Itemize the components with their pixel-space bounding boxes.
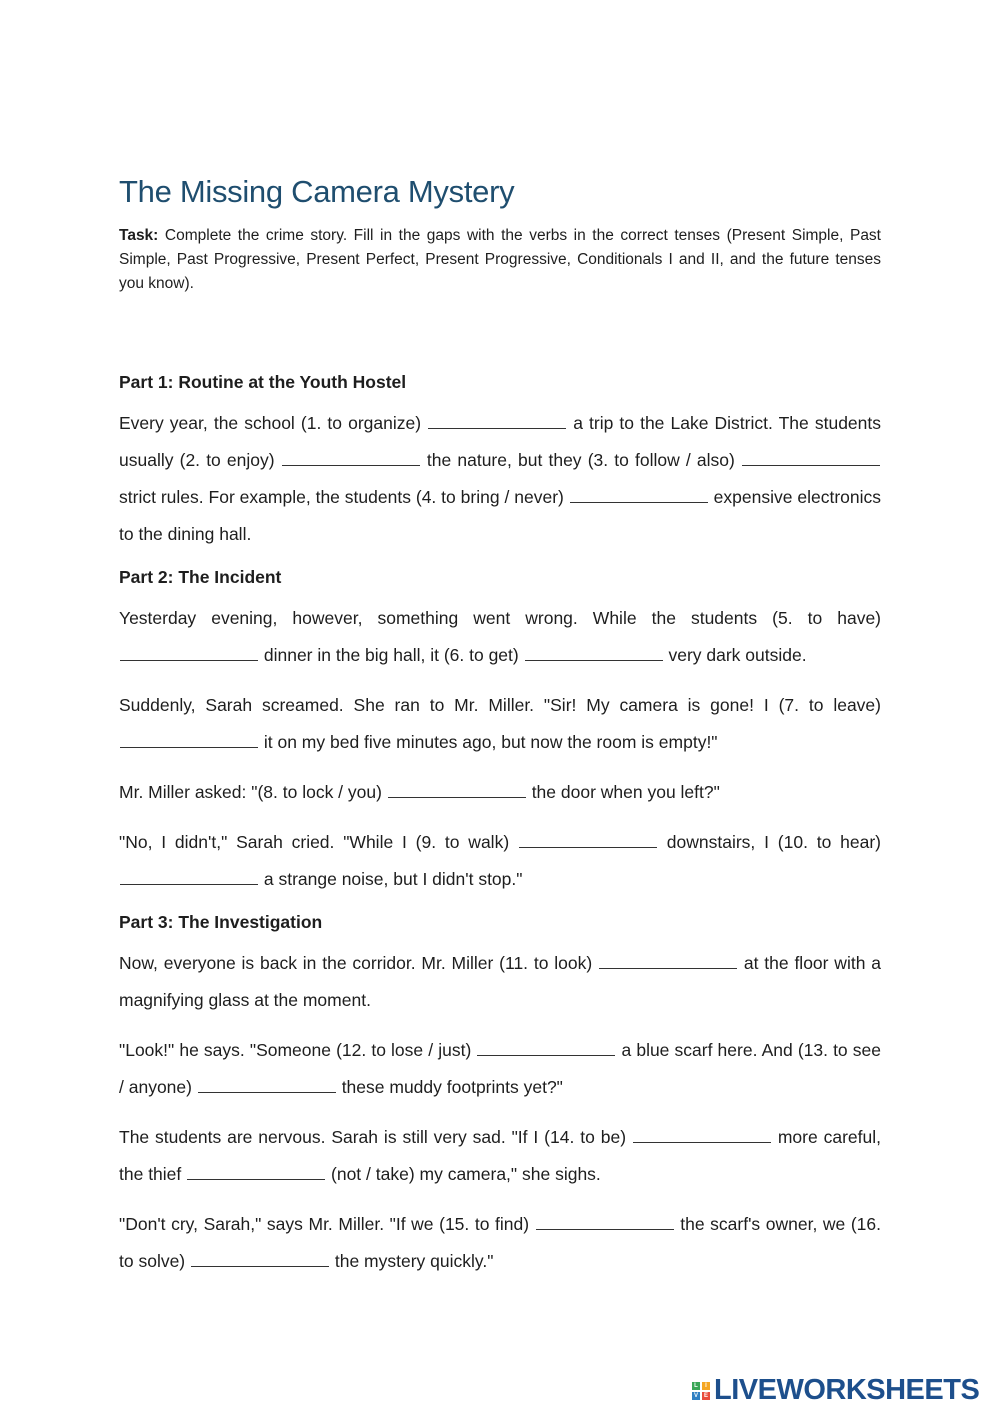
logo-mark-cell: E xyxy=(703,1392,708,1399)
logo-text: LIVEWORKSHEETS xyxy=(714,1374,980,1406)
story-parts xyxy=(119,372,881,1280)
answer-gap[interactable] xyxy=(519,846,657,848)
task-label: Task: xyxy=(119,227,159,244)
story-paragraph xyxy=(119,1032,881,1106)
story-paragraph xyxy=(119,405,881,553)
worksheet xyxy=(119,174,881,1293)
paragraph-text: downstairs, I (10. to hear) xyxy=(657,832,881,852)
answer-gap[interactable] xyxy=(191,1265,329,1267)
paragraph-text: these muddy footprints yet?" xyxy=(336,1077,563,1097)
paragraph-text: strict rules. For example, the students (4. to bring / never) xyxy=(119,487,569,507)
page-title: The Missing Camera Mystery xyxy=(119,174,515,209)
paragraph-text: more careful, the thief xyxy=(119,1127,881,1184)
paragraph-text: Yesterday evening, however, something went wrong. While the students (5. to have) xyxy=(119,608,881,628)
answer-gap[interactable] xyxy=(120,659,258,661)
story-paragraph xyxy=(119,824,881,898)
story-paragraph xyxy=(119,600,881,674)
answer-gap[interactable] xyxy=(599,967,737,969)
paragraph-text: a blue scarf here. And (13. to see / anyone) xyxy=(119,1040,881,1097)
paragraph-text: the scarf's owner, we (16. to solve) xyxy=(119,1214,881,1271)
logo-mark-cell: V xyxy=(693,1392,698,1399)
answer-gap[interactable] xyxy=(570,501,708,503)
paragraph-text: Mr. Miller asked: "(8. to lock / you) xyxy=(119,782,387,802)
story-paragraph xyxy=(119,774,881,811)
paragraph-text: it on my bed five minutes ago, but now the room is empty!" xyxy=(259,732,718,752)
task-instructions xyxy=(119,224,881,296)
paragraph-text: very dark outside. xyxy=(663,645,807,665)
paragraph-text: the door when you left?" xyxy=(526,782,720,802)
paragraph-text: expensive electronics to the dining hall. xyxy=(119,487,881,544)
part-heading: Part 1: Routine at the Youth Hostel xyxy=(119,372,407,392)
answer-gap[interactable] xyxy=(525,659,663,661)
paragraph-text: Every year, the school (1. to organize) xyxy=(119,413,428,433)
part-heading: Part 3: The Investigation xyxy=(119,912,323,932)
answer-gap[interactable] xyxy=(282,464,420,466)
story-paragraph xyxy=(119,687,881,761)
part-heading: Part 2: The Incident xyxy=(119,567,282,587)
answer-gap[interactable] xyxy=(633,1141,771,1143)
answer-gap[interactable] xyxy=(187,1178,325,1180)
story-paragraph xyxy=(119,1206,881,1280)
paragraph-text: "Don't cry, Sarah," says Mr. Miller. "If we (15. to find) xyxy=(119,1214,535,1234)
answer-gap[interactable] xyxy=(120,883,258,885)
paragraph-text: Now, everyone is back in the corridor. Mr. Miller (11. to look) xyxy=(119,953,599,973)
liveworksheets-logo xyxy=(692,1374,979,1407)
answer-gap[interactable] xyxy=(428,427,566,429)
paragraph-text: dinner in the big hall, it (6. to get) xyxy=(259,645,524,665)
answer-gap[interactable] xyxy=(477,1054,615,1056)
logo-mark-cell: L xyxy=(692,1382,700,1390)
paragraph-text: Suddenly, Sarah screamed. She ran to Mr. Miller. "Sir! My camera is gone! I (7. to leave) xyxy=(119,695,881,715)
answer-gap[interactable] xyxy=(388,796,526,798)
paragraph-text: The students are nervous. Sarah is still very sad. "If I (14. to be) xyxy=(119,1127,632,1147)
answer-gap[interactable] xyxy=(198,1091,336,1093)
answer-gap[interactable] xyxy=(742,464,880,466)
paragraph-text: at the floor with a magnifying glass at the moment. xyxy=(119,953,881,1010)
task-text: Complete the crime story. Fill in the gaps with the verbs in the correct tenses (Present Simple, Past Simple, Past Progressive, Present Perfect, Present Progressive, Conditionals I and II, and the future tenses you know). xyxy=(119,227,881,292)
logo-mark-cell: I xyxy=(702,1382,710,1390)
paragraph-text: a strange noise, but I didn't stop." xyxy=(259,869,523,889)
answer-gap[interactable] xyxy=(120,746,258,748)
paragraph-text: (not / take) my camera," she sighs. xyxy=(326,1164,601,1184)
story-paragraph xyxy=(119,945,881,1019)
logo-mark-icon xyxy=(692,1382,710,1400)
paragraph-text: "No, I didn't," Sarah cried. "While I (9. to walk) xyxy=(119,832,518,852)
paragraph-text: the nature, but they (3. to follow / also) xyxy=(420,450,741,470)
paragraph-text: a trip to the Lake District. The students usually (2. to enjoy) xyxy=(119,413,881,470)
paragraph-text: "Look!" he says. "Someone (12. to lose / just) xyxy=(119,1040,477,1060)
paragraph-text: the mystery quickly." xyxy=(330,1251,494,1271)
story-paragraph xyxy=(119,1119,881,1193)
answer-gap[interactable] xyxy=(536,1228,674,1230)
